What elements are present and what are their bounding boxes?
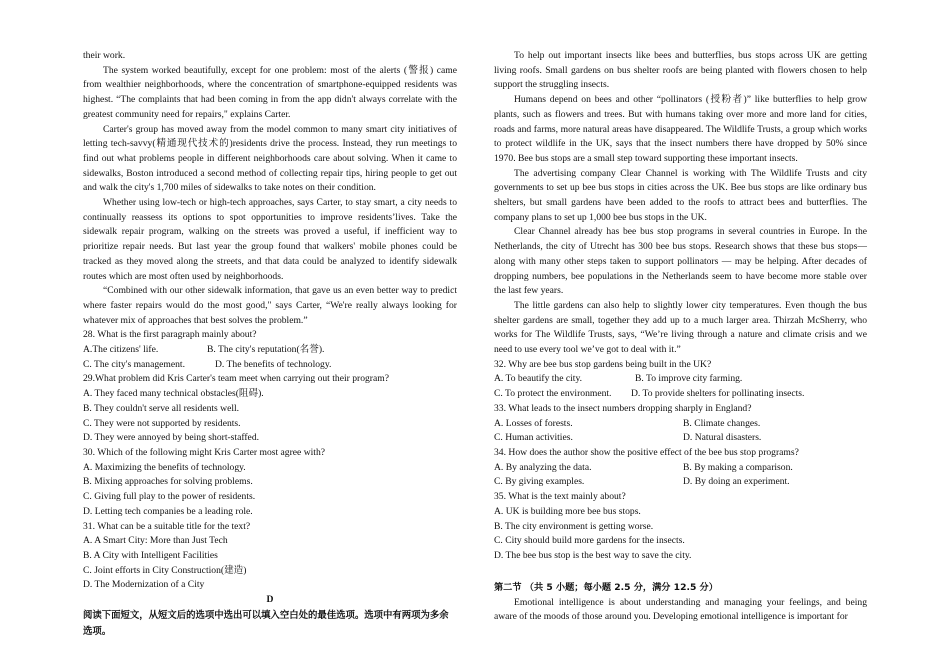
- option-a: A. UK is building more bee bus stops.: [494, 505, 641, 517]
- option-a: A. By analyzing the data.: [494, 461, 592, 473]
- option-d: D. The Modernization of a City: [83, 579, 205, 591]
- option-b: B. A City with Intelligent Facilities: [83, 549, 218, 561]
- option-d: D. To provide shelters for pollinating insects.: [631, 388, 805, 400]
- option-d: D. The benefits of technology.: [215, 358, 332, 370]
- question-28: 28. What is the first paragraph mainly about?: [83, 329, 257, 341]
- question-29: 29.What problem did Kris Carter's team meet when carrying out their program?: [83, 373, 389, 385]
- question-28-options-row-2: [83, 358, 457, 373]
- paragraph: The little gardens can also help to slightly lower city temperatures. Even though the bus shelter gardens are small, together they add up to a much larger area. Thirzah McSherry, who works for The Wildlife Trusts, says, “We’re living through a nature and climate crisis and we need to use every tool we’ve got to deal with it.”: [494, 299, 867, 356]
- left-column: [83, 49, 457, 640]
- option-c: C. By giving examples.: [494, 476, 585, 488]
- option-b: B. To improve city farming.: [635, 373, 743, 385]
- option-b: B. Climate changes.: [683, 417, 761, 429]
- question-33: 33. What leads to the insect numbers dropping sharply in England?: [494, 402, 752, 414]
- paragraph: Carter's group has moved away from the model common to many smart city initiatives of letting tech-savvy(精通现代技术的)residents drive the process. Instead, they run meetings to find out what problems people in different neighborhoods care about solving. When it came to sidewalks, Boston introduced a second method of collecting repair tips, hiring people to get out and walk the city's 1,700 miles of sidewalks to take notes on their condition.: [83, 123, 457, 194]
- question-33-options-row-1: [494, 417, 867, 432]
- right-column: [494, 49, 867, 625]
- option-c: C. Human activities.: [494, 432, 573, 444]
- option-c: C. The city's management.: [83, 358, 185, 370]
- option-d: D. Natural disasters.: [683, 432, 762, 444]
- question-28-options-row-1: [83, 343, 457, 358]
- question-34-options-row-2: [494, 475, 867, 490]
- question-30: 30. Which of the following might Kris Carter most agree with?: [83, 446, 326, 458]
- option-b: B. The city's reputation(名誉).: [207, 344, 325, 356]
- option-a: A.The citizens' life.: [83, 344, 159, 356]
- option-b: B. Mixing approaches for solving problems.: [83, 476, 253, 488]
- paragraph: “Combined with our other sidewalk information, that gave us an even better way to predict where faster repairs would do the most good," says Carter, “We're really always looking for whatever mix of approaches that best solves the problem.”: [83, 285, 457, 326]
- option-c: C. To protect the environment.: [494, 388, 612, 400]
- question-34-options-row-1: [494, 461, 867, 476]
- option-c: C. City should build more gardens for the insects.: [494, 535, 685, 547]
- option-b: B. They couldn't serve all residents well.: [83, 402, 240, 414]
- paragraph: The system worked beautifully, except for one problem: most of the alerts (警报) came from wealthier neighborhoods, where the concentration of smartphone-equipped residents was highest. “The complaints that had been coming in from the app didn't always correlate with the greatest community need for repairs," explains Carter.: [83, 64, 457, 120]
- option-a: A. They faced many technical obstacles(阻碍).: [83, 388, 264, 400]
- question-34: 34. How does the author show the positive effect of the bee bus stop programs?: [494, 446, 799, 458]
- paragraph: To help out important insects like bees and butterflies, bus stops across UK are getting living roofs. Small gardens on bus shelter roofs are being planted with flowers chosen to help support the struggling insects.: [494, 50, 867, 91]
- question-35: 35. What is the text mainly about?: [494, 491, 626, 503]
- option-a: A. Maximizing the benefits of technology.: [83, 461, 246, 473]
- paragraph: Humans depend on bees and other “pollinators (授粉者)” like butterflies to help grow plants, such as flowers and trees. But with humans taking over more and more land for cities, roads and farms, more natural areas have disappeared. The Wildlife Trusts, a group which works to protect wildlife in the UK, says that the insect numbers there have dropped by 50% since 1970. Bee bus stops are a small step toward supporting these important insects.: [494, 94, 867, 164]
- option-d: D. They were annoyed by being short-staffed.: [83, 432, 260, 444]
- question-33-options-row-2: [494, 431, 867, 446]
- option-d: D. The bee bus stop is the best way to save the city.: [494, 549, 692, 561]
- option-a: A. Losses of forests.: [494, 417, 573, 429]
- option-d: D. Letting tech companies be a leading role.: [83, 505, 253, 517]
- paragraph: Whether using low-tech or high-tech approaches, says Carter, to stay smart, a city needs to continually reassess its options to spot opportunities to improve residents’lives. Take the sidewalk repair program, walking on the streets was proved a useful, if inefficient way to prioritize repair needs. But last year the group found that walkers' mobile phones could be tracked as they moved along the streets, and that data could be analyzed to identify sidewalk routes which are most often used by neighborhoods.: [83, 197, 457, 282]
- option-b: B. By making a comparison.: [683, 461, 793, 473]
- paragraph: Clear Channel already has bee bus stop programs in several countries in Europe. In the Netherlands, the city of Utrecht has 300 bee bus stops. Research shows that these bus stops—along with many other steps taken to support pollinators — may be helping. After decades of dropping numbers, bee populations in the Netherlands seem to have become more stable over the last few years.: [494, 226, 867, 297]
- question-32-options-row-2: [494, 387, 867, 402]
- option-c: C. Giving full play to the power of residents.: [83, 491, 256, 503]
- section-d-instructions: 阅读下面短文，从短文后的选项中选出可以填入空白处的最佳选项。选项中有两项为多余选项。: [83, 609, 449, 637]
- question-32: 32. Why are bee bus stop gardens being built in the UK?: [494, 358, 712, 370]
- option-b: B. The city environment is getting worse.: [494, 520, 654, 532]
- passage-c-end: their work.: [83, 50, 126, 61]
- option-a: A. To beautify the city.: [494, 373, 583, 385]
- option-a: A. A Smart City: More than Just Tech: [83, 535, 228, 547]
- paragraph: Emotional intelligence is about understanding and managing your feelings, and being aware of the moods of those around you. Developing emotional intelligence is important for: [494, 596, 867, 623]
- option-d: D. By doing an experiment.: [683, 476, 790, 488]
- option-c: C. Joint efforts in City Construction(建造): [83, 564, 247, 576]
- section-2-heading: 第二节 （共 5 小题；每小题 2.5 分，满分 12.5 分）: [494, 581, 718, 593]
- section-d-heading: D: [266, 594, 274, 606]
- question-31: 31. What can be a suitable title for the text?: [83, 520, 251, 532]
- option-c: C. They were not supported by residents.: [83, 417, 241, 429]
- paragraph: The advertising company Clear Channel is working with The Wildlife Trusts and city governments to set up bee bus stops in cities across the UK. Bee bus stops are like ordinary bus shelters, but small gardens have been added to the roofs to attract bees and butterflies. The company plans to set up 1,000 bee bus stops in the UK.: [494, 167, 867, 223]
- question-32-options-row-1: [494, 372, 867, 387]
